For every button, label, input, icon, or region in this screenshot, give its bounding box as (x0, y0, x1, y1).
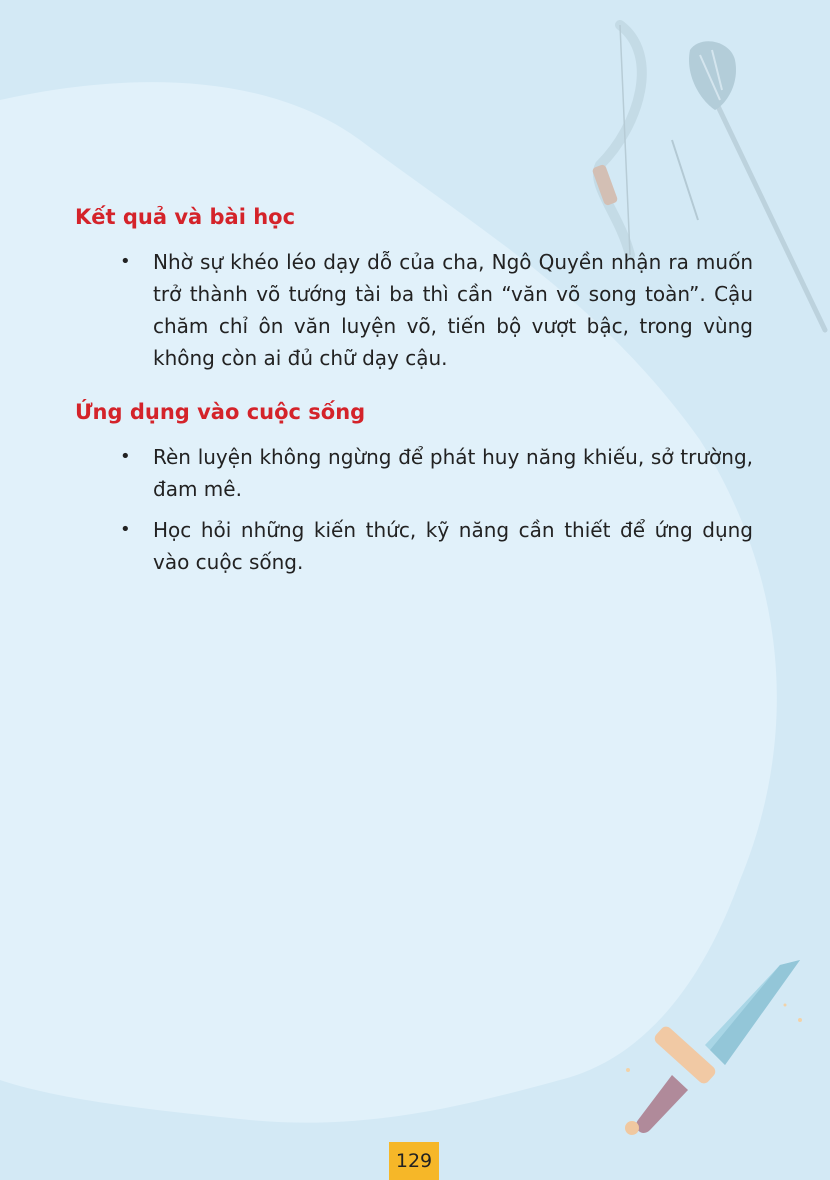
page-number: 129 (389, 1142, 439, 1180)
bullet-list-ung-dung (120, 441, 753, 587)
bullet-icon: • (120, 251, 131, 272)
list-item-text: Nhờ sự khéo léo dạy dỗ của cha, Ngô Quyền nhận ra muốn trở thành võ tướng tài ba thì cần “văn võ song toàn”. Cậu chăm chỉ ôn văn luyện võ, tiến bộ vượt bậc, trong vùng không còn ai đủ chữ dạy cậu. (153, 250, 753, 370)
list-item-text: Học hỏi những kiến thức, kỹ năng cần thiết để ứng dụng vào cuộc sống. (153, 518, 753, 574)
bullet-icon: • (120, 519, 131, 540)
list-item-text: Rèn luyện không ngừng để phát huy năng khiếu, sở trường, đam mê. (153, 445, 753, 501)
list-item (120, 441, 753, 505)
section-title-ung-dung: Ứng dụng vào cuộc sống (75, 400, 366, 424)
sword-icon (610, 950, 820, 1150)
bullet-list-ket-qua (120, 246, 753, 383)
list-item (120, 514, 753, 578)
bullet-icon: • (120, 446, 131, 467)
list-item (120, 246, 753, 374)
section-title-ket-qua: Kết quả và bài học (75, 205, 296, 229)
